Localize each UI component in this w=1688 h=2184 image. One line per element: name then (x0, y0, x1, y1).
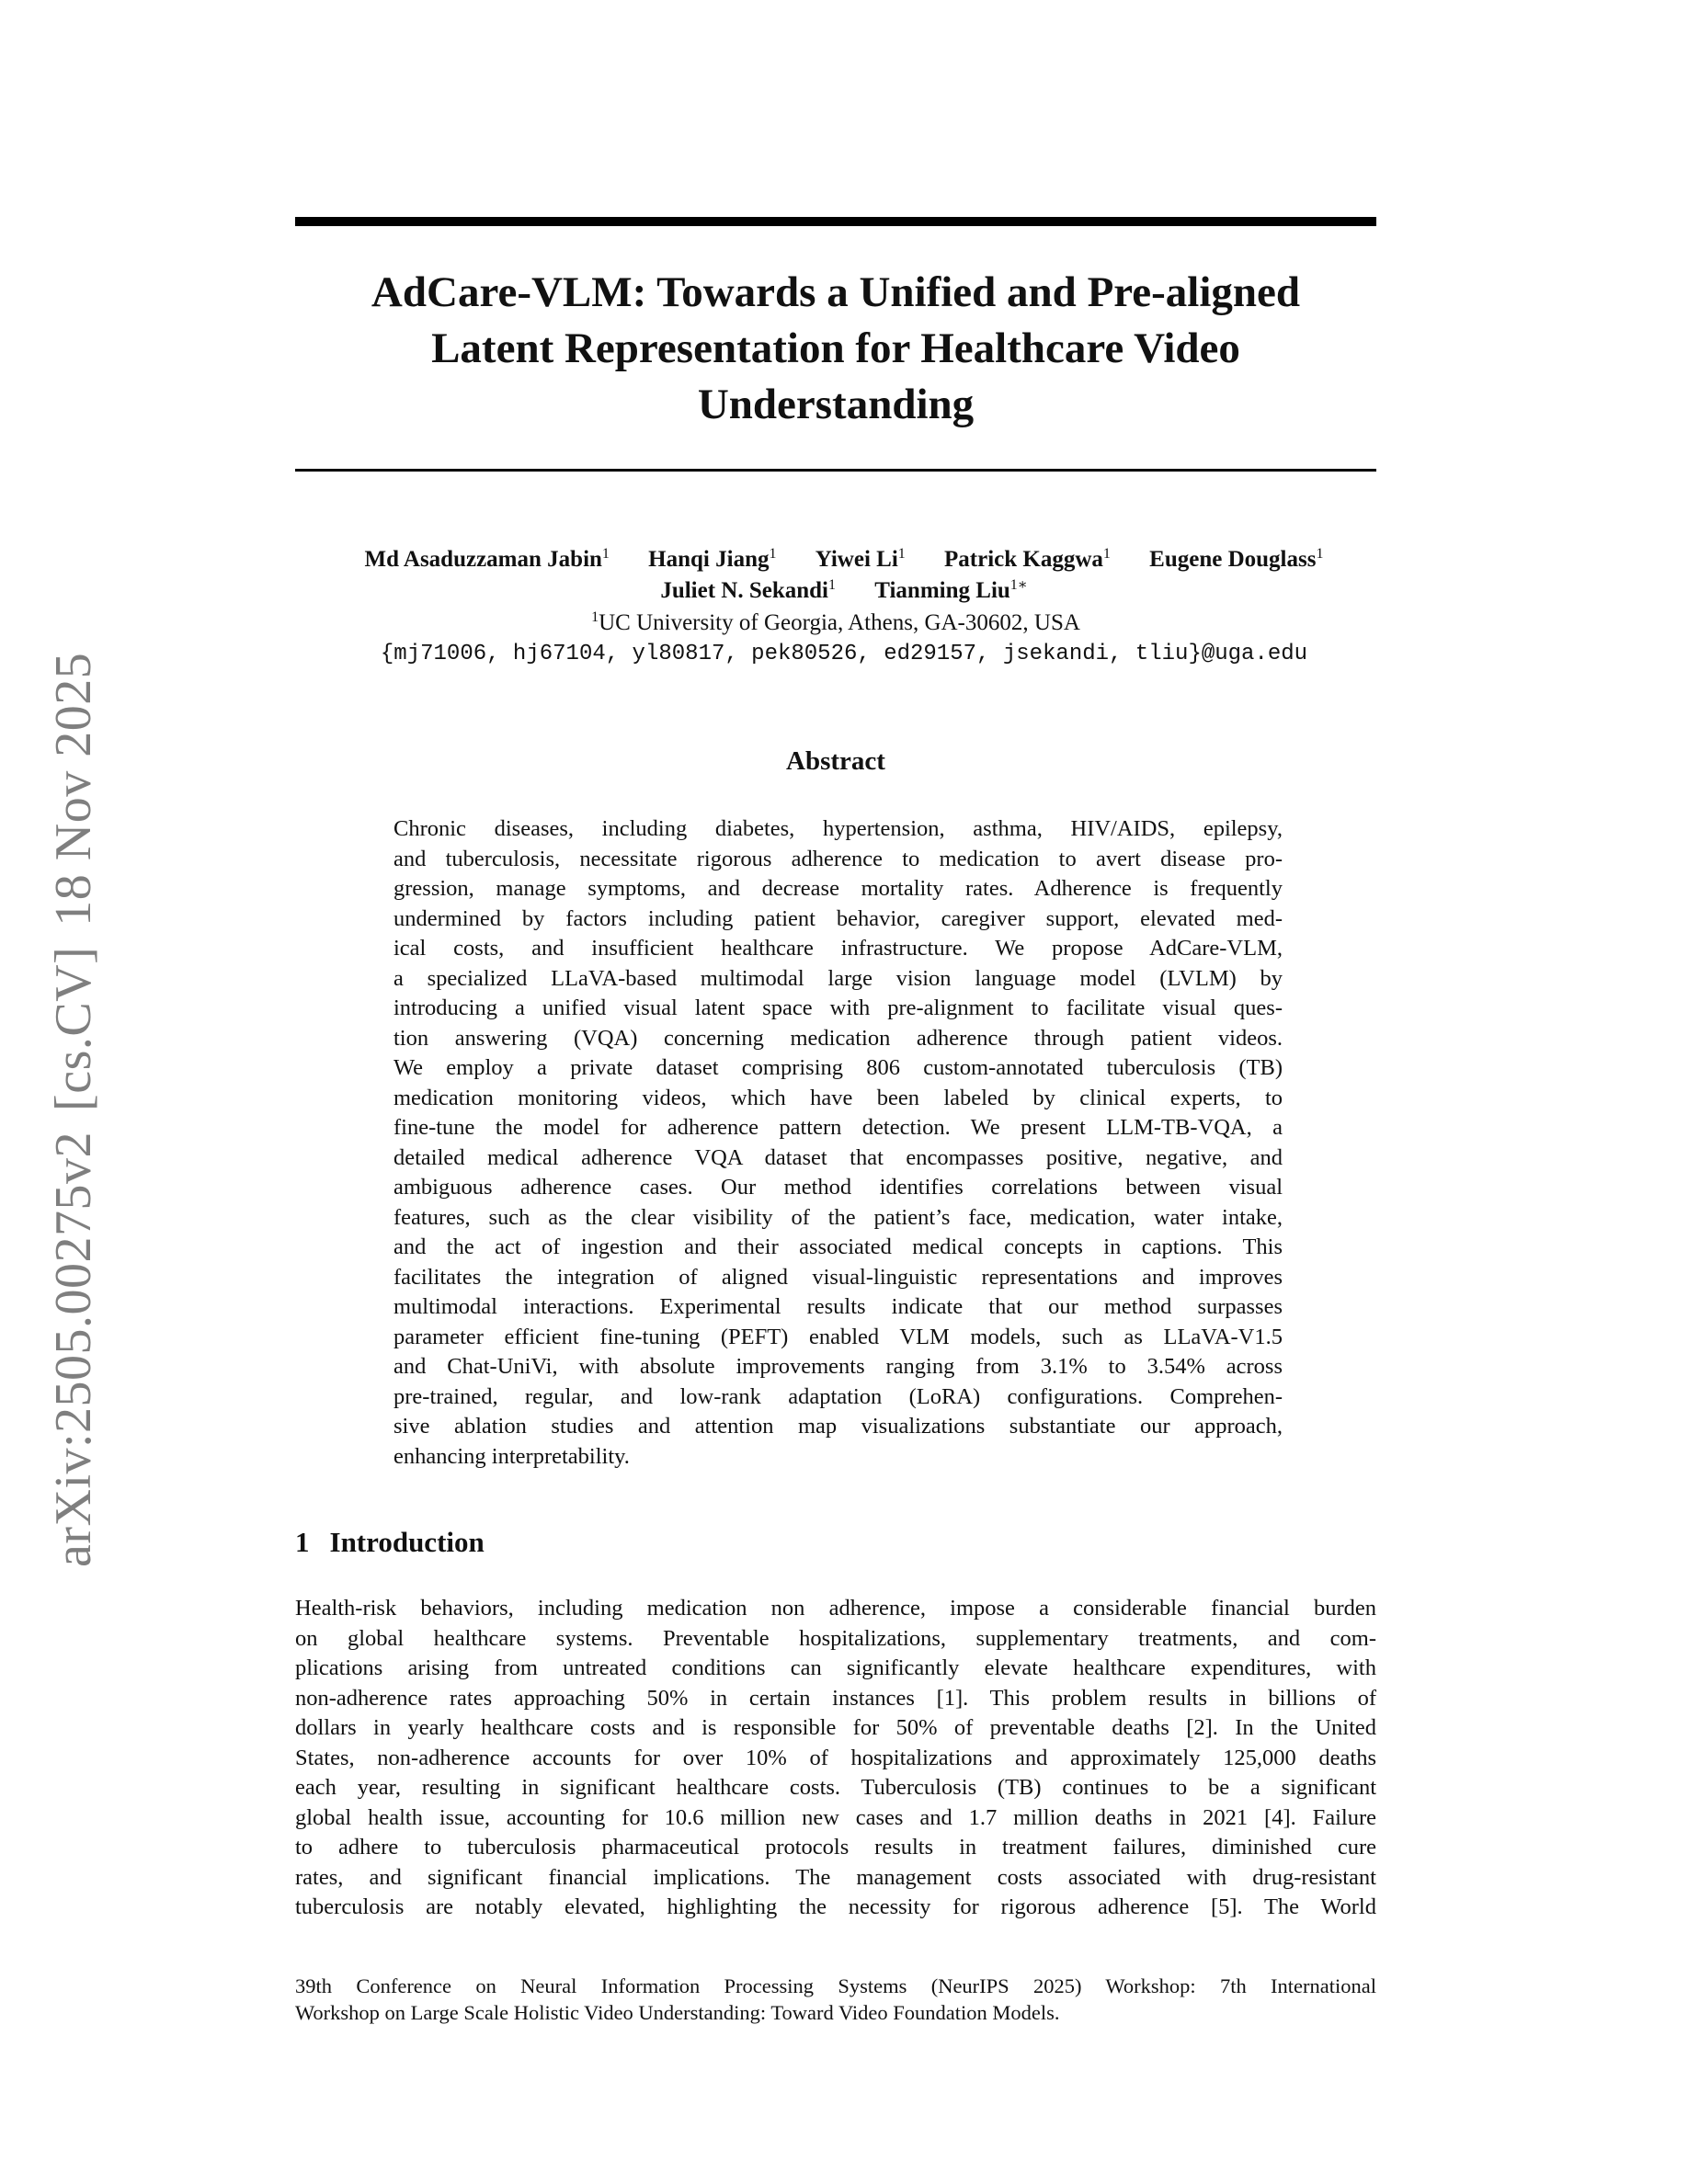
text-line: detailed medical adherence VQA dataset that encompasses positive, negative, and (393, 1144, 1283, 1170)
text-line: medication monitoring videos, which have been labeled by clinical experts, to (393, 1085, 1283, 1110)
abstract-body (393, 814, 1283, 1472)
arxiv-category: [cs.CV] (45, 946, 102, 1111)
text-line: gression, manage symptoms, and decrease mortality rates. Adherence is frequently (393, 876, 1283, 901)
author: Eugene Douglass$^1$ (1149, 546, 1324, 572)
text-line: dollars in yearly healthcare costs and is responsible for 50% of preventable deaths [2]. In the United (295, 1715, 1376, 1740)
text-line: tion answering (VQA) concerning medication adherence through patient videos. (393, 1025, 1283, 1051)
author: Patrick Kaggwa$^1$ (944, 546, 1111, 572)
text-line: Chronic diseases, including diabetes, hypertension, asthma, HIV/AIDS, epilepsy, (393, 816, 1283, 841)
text-line: undermined by factors including patient behavior, caregiver support, elevated med- (393, 905, 1283, 931)
title-line: Latent Representation for Healthcare Video (431, 324, 1240, 372)
text-line: features, such as the clear visibility of the patient’s face, medication, water intake, (393, 1204, 1283, 1230)
text-line: and tuberculosis, necessitate rigorous adherence to medication to avert disease pro- (393, 846, 1283, 871)
abstract-heading: Abstract (786, 746, 885, 776)
title-line: AdCare-VLM: Towards a Unified and Pre-aligned (371, 268, 1301, 316)
author: Yiwei Li$^1$ (815, 546, 906, 572)
text-line: non-adherence rates approaching 50% in certain instances [1]. This problem results in billions of (295, 1685, 1376, 1711)
text-line: enhancing interpretability. (393, 1443, 630, 1469)
text-line: facilitates the integration of aligned visual-linguistic representations and improves (393, 1264, 1283, 1290)
author: Juliet N. Sekandi$^1$ (660, 577, 837, 603)
author: Tianming Liu$^{1∗}$ (874, 577, 1028, 603)
text-line: each year, resulting in significant healthcare costs. Tuberculosis (TB) continues to be a significant (295, 1775, 1376, 1800)
text-line: tuberculosis are notably elevated, highlighting the necessity for rigorous adherence [5]. The World (295, 1894, 1376, 1919)
text-line: and the act of ingestion and their associated medical concepts in captions. This (393, 1234, 1283, 1259)
text-line: 39th Conference on Neural Information Processing Systems (NeurIPS 2025) Workshop: 7th International (295, 1974, 1376, 1997)
text-line: States, non-adherence accounts for over 10% of hospitalizations and approximately 125,000 deaths (295, 1745, 1376, 1770)
author: Hanqi Jiang$^1$ (648, 546, 777, 572)
text-line: introducing a unified visual latent space with pre-alignment to facilitate visual ques- (393, 995, 1283, 1020)
title-top-rule (295, 217, 1376, 226)
author: Md Asaduzzaman Jabin$^1$ (364, 546, 610, 572)
text-line: ambiguous adherence cases. Our method identifies correlations between visual (393, 1175, 1283, 1200)
title-line: Understanding (697, 381, 975, 428)
text-line: ical costs, and insufficient healthcare infrastructure. We propose AdCare-VLM, (393, 936, 1283, 961)
text-line: pre-trained, regular, and low-rank adaptation (LoRA) configurations. Comprehen- (393, 1383, 1283, 1409)
text-line: to adhere to tuberculosis pharmaceutical protocols results in treatment failures, diminished cure (295, 1835, 1376, 1860)
text-line: on global healthcare systems. Preventable hospitalizations, supplementary treatments, and com- (295, 1625, 1376, 1651)
arxiv-sidebar-stamp (44, 632, 103, 1567)
text-line: Workshop on Large Scale Holistic Video Understanding: Toward Video Foundation Models. (295, 2001, 1060, 2024)
arxiv-id: arXiv:2505.00275v2 (45, 1131, 102, 1567)
section-heading-introduction: 1 Introduction (295, 1526, 485, 1558)
text-line: rates, and significant financial implications. The management costs associated with drug-resistant (295, 1864, 1376, 1890)
text-line: global health issue, accounting for 10.6 million new cases and 1.7 million deaths in 2021 [4]. Failure (295, 1804, 1376, 1830)
text-line: fine-tune the model for adherence pattern detection. We present LLM-TB-VQA, a (393, 1115, 1283, 1140)
paper-title (295, 265, 1376, 433)
text-line: We employ a private dataset comprising 806 custom-annotated tuberculosis (TB) (393, 1055, 1283, 1080)
text-line: sive ablation studies and attention map visualizations substantiate our approach, (393, 1414, 1283, 1439)
text-line: multimodal interactions. Experimental results indicate that our method surpasses (393, 1294, 1283, 1319)
author-emails: {mj71006, hj67104, yl80817, pek80526, ed29157, jsekandi, tliu}@uga.edu (380, 642, 1308, 666)
introduction-body (295, 1594, 1376, 1923)
text-line: Health-risk behaviors, including medication non adherence, impose a considerable financial burden (295, 1596, 1376, 1621)
text-line: and Chat-UniVi, with absolute improvements ranging from 3.1% to 3.54% across (393, 1354, 1283, 1379)
text-line: plications arising from untreated conditions can significantly elevate healthcare expenditures, with (295, 1655, 1376, 1680)
arxiv-date: 18 Nov 2025 (45, 652, 102, 927)
text-line: parameter efficient fine-tuning (PEFT) enabled VLM models, such as LLaVA-V1.5 (393, 1324, 1283, 1349)
text-line: a specialized LLaVA-based multimodal large vision language model (LVLM) by (393, 965, 1283, 991)
affiliation: $^1$UC University of Georgia, Athens, GA-30602, USA (591, 609, 1080, 635)
conference-footnote (295, 1973, 1376, 2026)
title-bottom-rule (295, 469, 1376, 472)
author-list (276, 544, 1412, 607)
